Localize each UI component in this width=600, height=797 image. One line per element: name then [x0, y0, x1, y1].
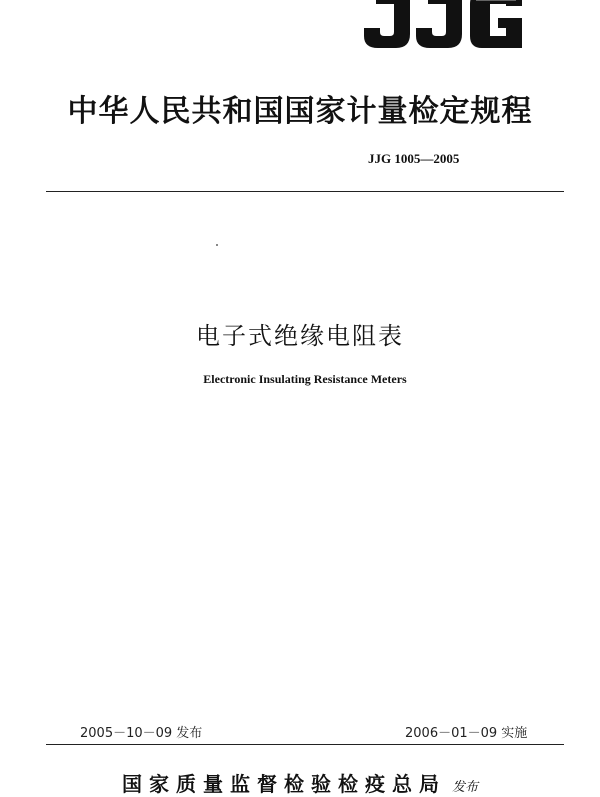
- main-title: 中华人民共和国国家计量检定规程: [67, 94, 533, 129]
- scan-speck: [216, 244, 218, 246]
- document-title-chinese: 电子式绝缘电阻表: [196, 322, 404, 350]
- jjg-logo-graphic: [358, 0, 528, 54]
- top-divider: [46, 191, 564, 192]
- effective-date: 2006－01－09 实施: [405, 726, 528, 741]
- bottom-divider: [46, 744, 564, 745]
- logo-letter-g: [470, 0, 522, 48]
- publisher-name: 国家质量监督检验检疫总局: [121, 772, 446, 796]
- standard-number: JJG 1005—2005: [368, 151, 460, 166]
- publisher-suffix: 发布: [451, 780, 478, 795]
- jjg-logo: [358, 0, 528, 54]
- issue-date: 2005－10－09 发布: [80, 726, 203, 741]
- publisher-line: [0, 768, 600, 797]
- logo-letter-j2: [416, 0, 462, 48]
- document-title-english: Electronic Insulating Resistance Meters: [203, 372, 407, 386]
- logo-letter-j1: [364, 0, 410, 48]
